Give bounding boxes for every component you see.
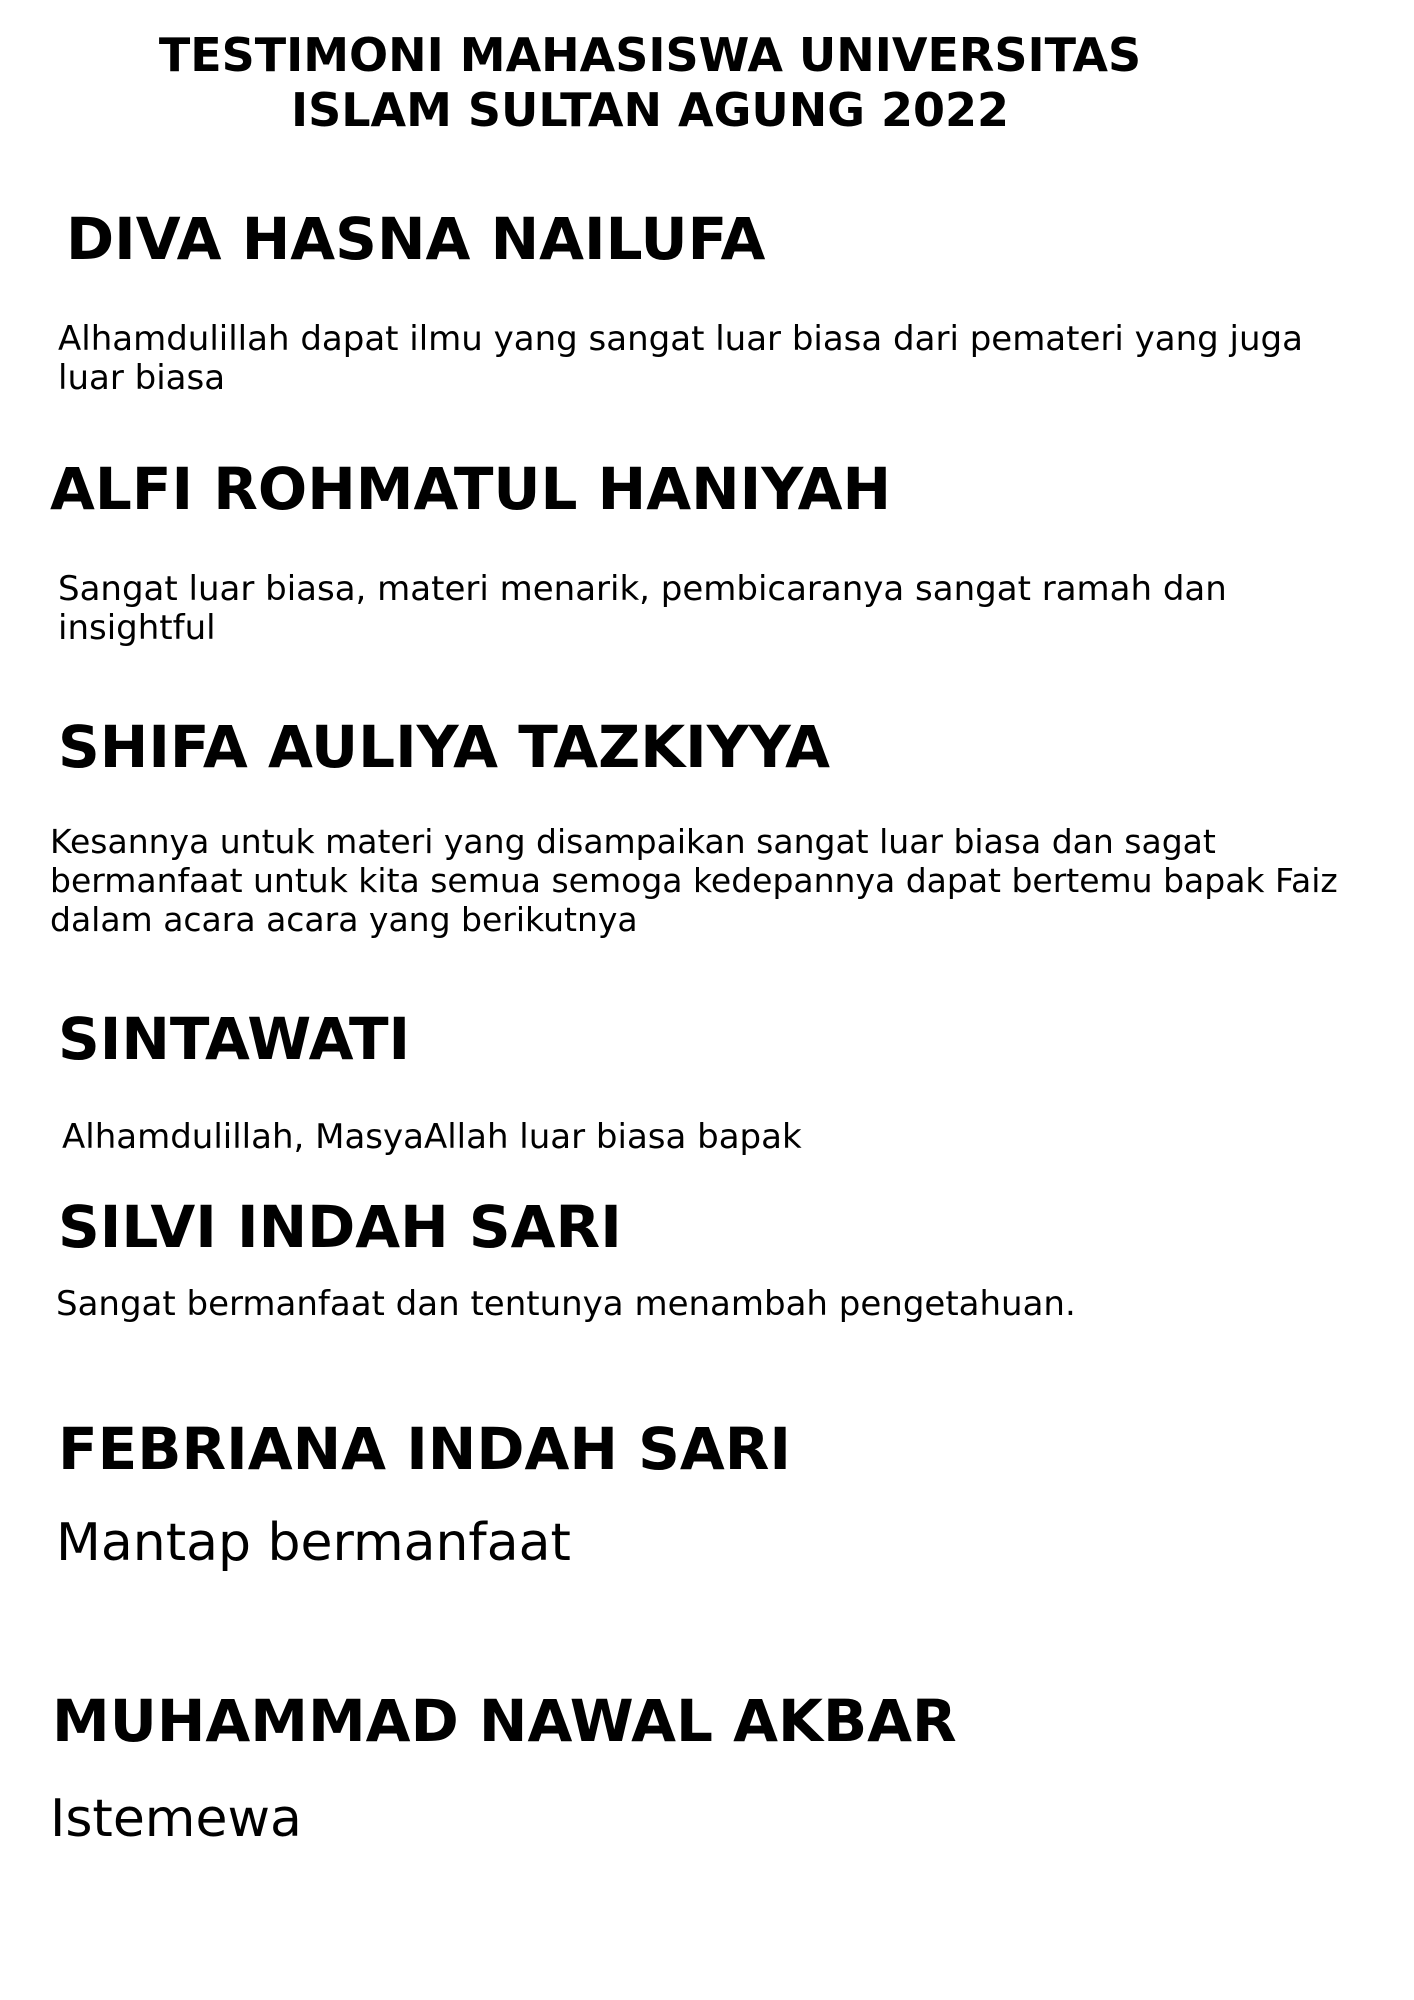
- testimonial-name: SILVI INDAH SARI: [58, 1193, 622, 1261]
- testimonial-text: Kesannya untuk materi yang disampaikan sangat luar biasa dan sagat bermanfaat untuk kita semua semoga kedepannya dapat bertemu bapak Faiz dalam acara acara yang berikutnya: [50, 822, 1338, 939]
- testimonial-name: MUHAMMAD NAWAL AKBAR: [52, 1687, 957, 1755]
- testimonial-text: Alhamdulillah dapat ilmu yang sangat luar biasa dari pemateri yang juga luar biasa: [58, 319, 1303, 398]
- page-title: [0, 28, 1300, 138]
- testimonial-text: Sangat luar biasa, materi menarik, pembicaranya sangat ramah dan insightful: [58, 569, 1227, 648]
- page-title-line-2: ISLAM SULTAN AGUNG 2022: [290, 83, 1010, 138]
- testimonial-text: Istemewa: [50, 1789, 302, 1849]
- testimonial-text: Sangat bermanfaat dan tentunya menambah pengetahuan.: [56, 1284, 1076, 1324]
- testimonial-name: SINTAWATI: [58, 1005, 411, 1073]
- testimonial-name: DIVA HASNA NAILUFA: [66, 205, 766, 273]
- testimonial-text: Mantap bermanfaat: [56, 1513, 571, 1573]
- testimonial-name: FEBRIANA INDAH SARI: [58, 1415, 791, 1483]
- testimonial-name: SHIFA AULIYA TAZKIYYA: [58, 713, 831, 781]
- testimonial-text: Alhamdulillah, MasyaAllah luar biasa bapak: [62, 1117, 802, 1157]
- testimonial-name: ALFI ROHMATUL HANIYAH: [50, 455, 892, 523]
- page-title-line-1: TESTIMONI MAHASISWA UNIVERSITAS: [158, 28, 1142, 82]
